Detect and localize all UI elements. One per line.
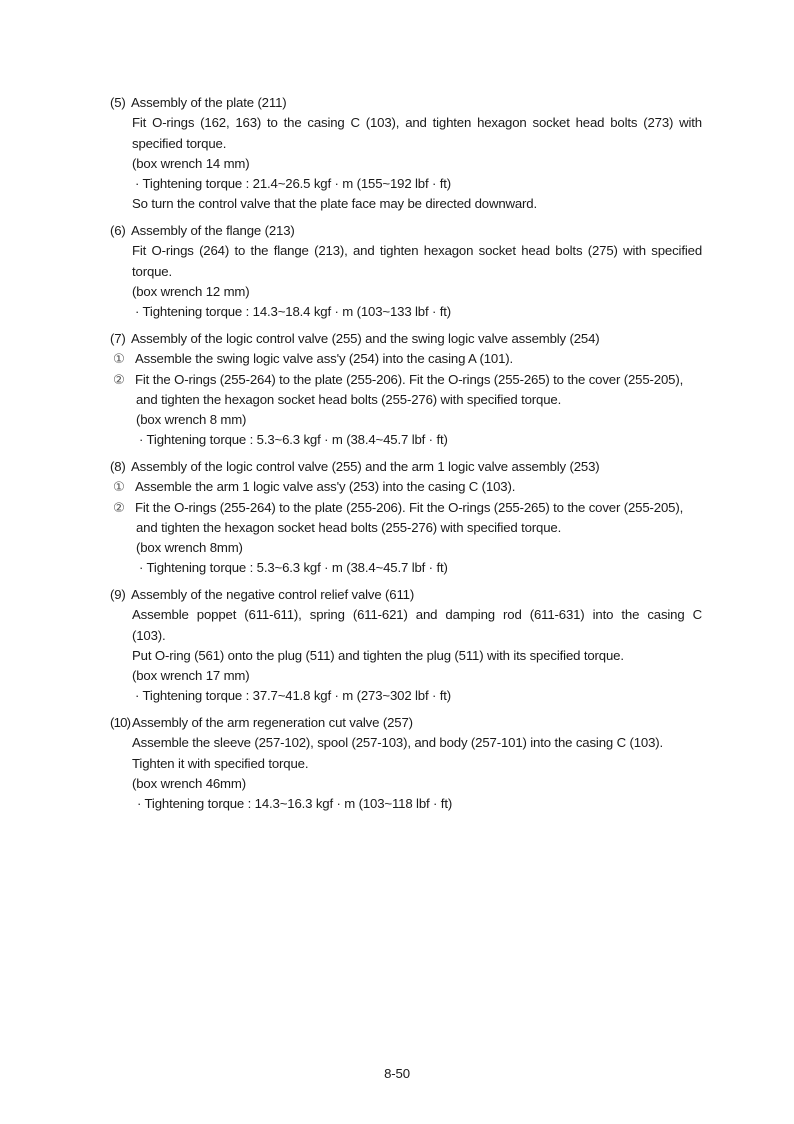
section-title: Assembly of the logic control valve (255) and the swing logic valve assembly (254)	[131, 331, 600, 346]
section-heading	[110, 329, 702, 349]
section-number: (5)	[110, 95, 126, 110]
step-text: and tighten the hexagon socket head bolts (255-276) with specified torque.	[136, 391, 562, 407]
torque-line: · Tightening torque : 5.3~6.3 kgf · m (38.4~45.7 lbf · ft)	[139, 560, 448, 576]
torque-line: · Tightening torque : 37.7~41.8 kgf · m (273~302 lbf · ft)	[135, 688, 452, 704]
body-line: Tighten it with specified torque.	[132, 755, 309, 771]
section-number: (7)	[110, 331, 126, 346]
body-line: Assemble the sleeve (257-102), spool (257-103), and body (257-101) into the casing C (103).	[132, 735, 664, 751]
body-line: Fit O-rings (264) to the flange (213), and tighten hexagon socket head bolts (275) with specified	[132, 243, 702, 259]
section-title: Assembly of the arm regeneration cut valve (257)	[132, 715, 413, 730]
section-heading	[110, 221, 702, 241]
body-line: (box wrench 14 mm)	[132, 155, 250, 171]
section-6	[110, 221, 702, 322]
section-9	[110, 585, 702, 707]
body-line: Assemble poppet (611-611), spring (611-621) and damping rod (611-631) into the casing C	[132, 607, 702, 623]
section-title: Assembly of the plate (211)	[131, 95, 287, 110]
body-line: (box wrench 46mm)	[132, 775, 246, 791]
section-title: Assembly of the flange (213)	[131, 223, 295, 238]
section-title: Assembly of the negative control relief valve (611)	[131, 587, 415, 602]
section-number: (8)	[110, 459, 126, 474]
step-text: Assemble the arm 1 logic valve ass'y (253) into the casing C (103).	[135, 479, 516, 495]
section-8	[110, 457, 702, 579]
section-number: (10)	[110, 715, 131, 730]
step-item	[110, 370, 702, 390]
body-line: Put O-ring (561) onto the plug (511) and tighten the plug (511) with its specified torque.	[132, 647, 624, 663]
section-heading	[110, 585, 702, 605]
body-line: (box wrench 12 mm)	[132, 283, 250, 299]
page-number: 8-50	[384, 1066, 410, 1081]
step-text: (box wrench 8mm)	[136, 540, 243, 556]
body-line: (103).	[132, 627, 166, 643]
body-line: (box wrench 17 mm)	[132, 668, 250, 684]
torque-line: · Tightening torque : 21.4~26.5 kgf · m (155~192 lbf · ft)	[135, 176, 452, 192]
section-7	[110, 329, 702, 451]
step-marker: ①	[113, 479, 125, 495]
body-line: Fit O-rings (162, 163) to the casing C (103), and tighten hexagon socket head bolts (273) with	[132, 115, 702, 131]
section-5	[110, 93, 702, 215]
section-10	[110, 713, 702, 814]
step-marker: ①	[113, 351, 125, 367]
torque-line: · Tightening torque : 5.3~6.3 kgf · m (38.4~45.7 lbf · ft)	[139, 432, 448, 448]
body-line: torque.	[132, 263, 173, 279]
section-heading	[110, 93, 702, 113]
section-heading	[110, 713, 702, 733]
body-line: specified torque.	[132, 135, 227, 151]
step-item	[110, 477, 702, 497]
step-text: Fit the O-rings (255-264) to the plate (255-206). Fit the O-rings (255-265) to the cover (255-205),	[135, 499, 684, 515]
torque-line: · Tightening torque : 14.3~18.4 kgf · m (103~133 lbf · ft)	[135, 304, 452, 320]
section-number: (6)	[110, 223, 126, 238]
step-text: and tighten the hexagon socket head bolts (255-276) with specified torque.	[136, 519, 562, 535]
section-heading	[110, 457, 702, 477]
section-title: Assembly of the logic control valve (255) and the arm 1 logic valve assembly (253)	[131, 459, 600, 474]
torque-line: · Tightening torque : 14.3~16.3 kgf · m (103~118 lbf · ft)	[137, 796, 453, 812]
section-number: (9)	[110, 587, 126, 602]
step-marker: ②	[113, 499, 125, 515]
step-text: Fit the O-rings (255-264) to the plate (255-206). Fit the O-rings (255-265) to the cover (255-205),	[135, 371, 684, 387]
step-item	[110, 498, 702, 518]
step-text: Assemble the swing logic valve ass'y (254) into the casing A (101).	[135, 351, 514, 367]
step-marker: ②	[113, 371, 125, 387]
body-line: So turn the control valve that the plate face may be directed downward.	[132, 196, 537, 212]
step-text: (box wrench 8 mm)	[136, 412, 247, 428]
step-item	[110, 349, 702, 369]
